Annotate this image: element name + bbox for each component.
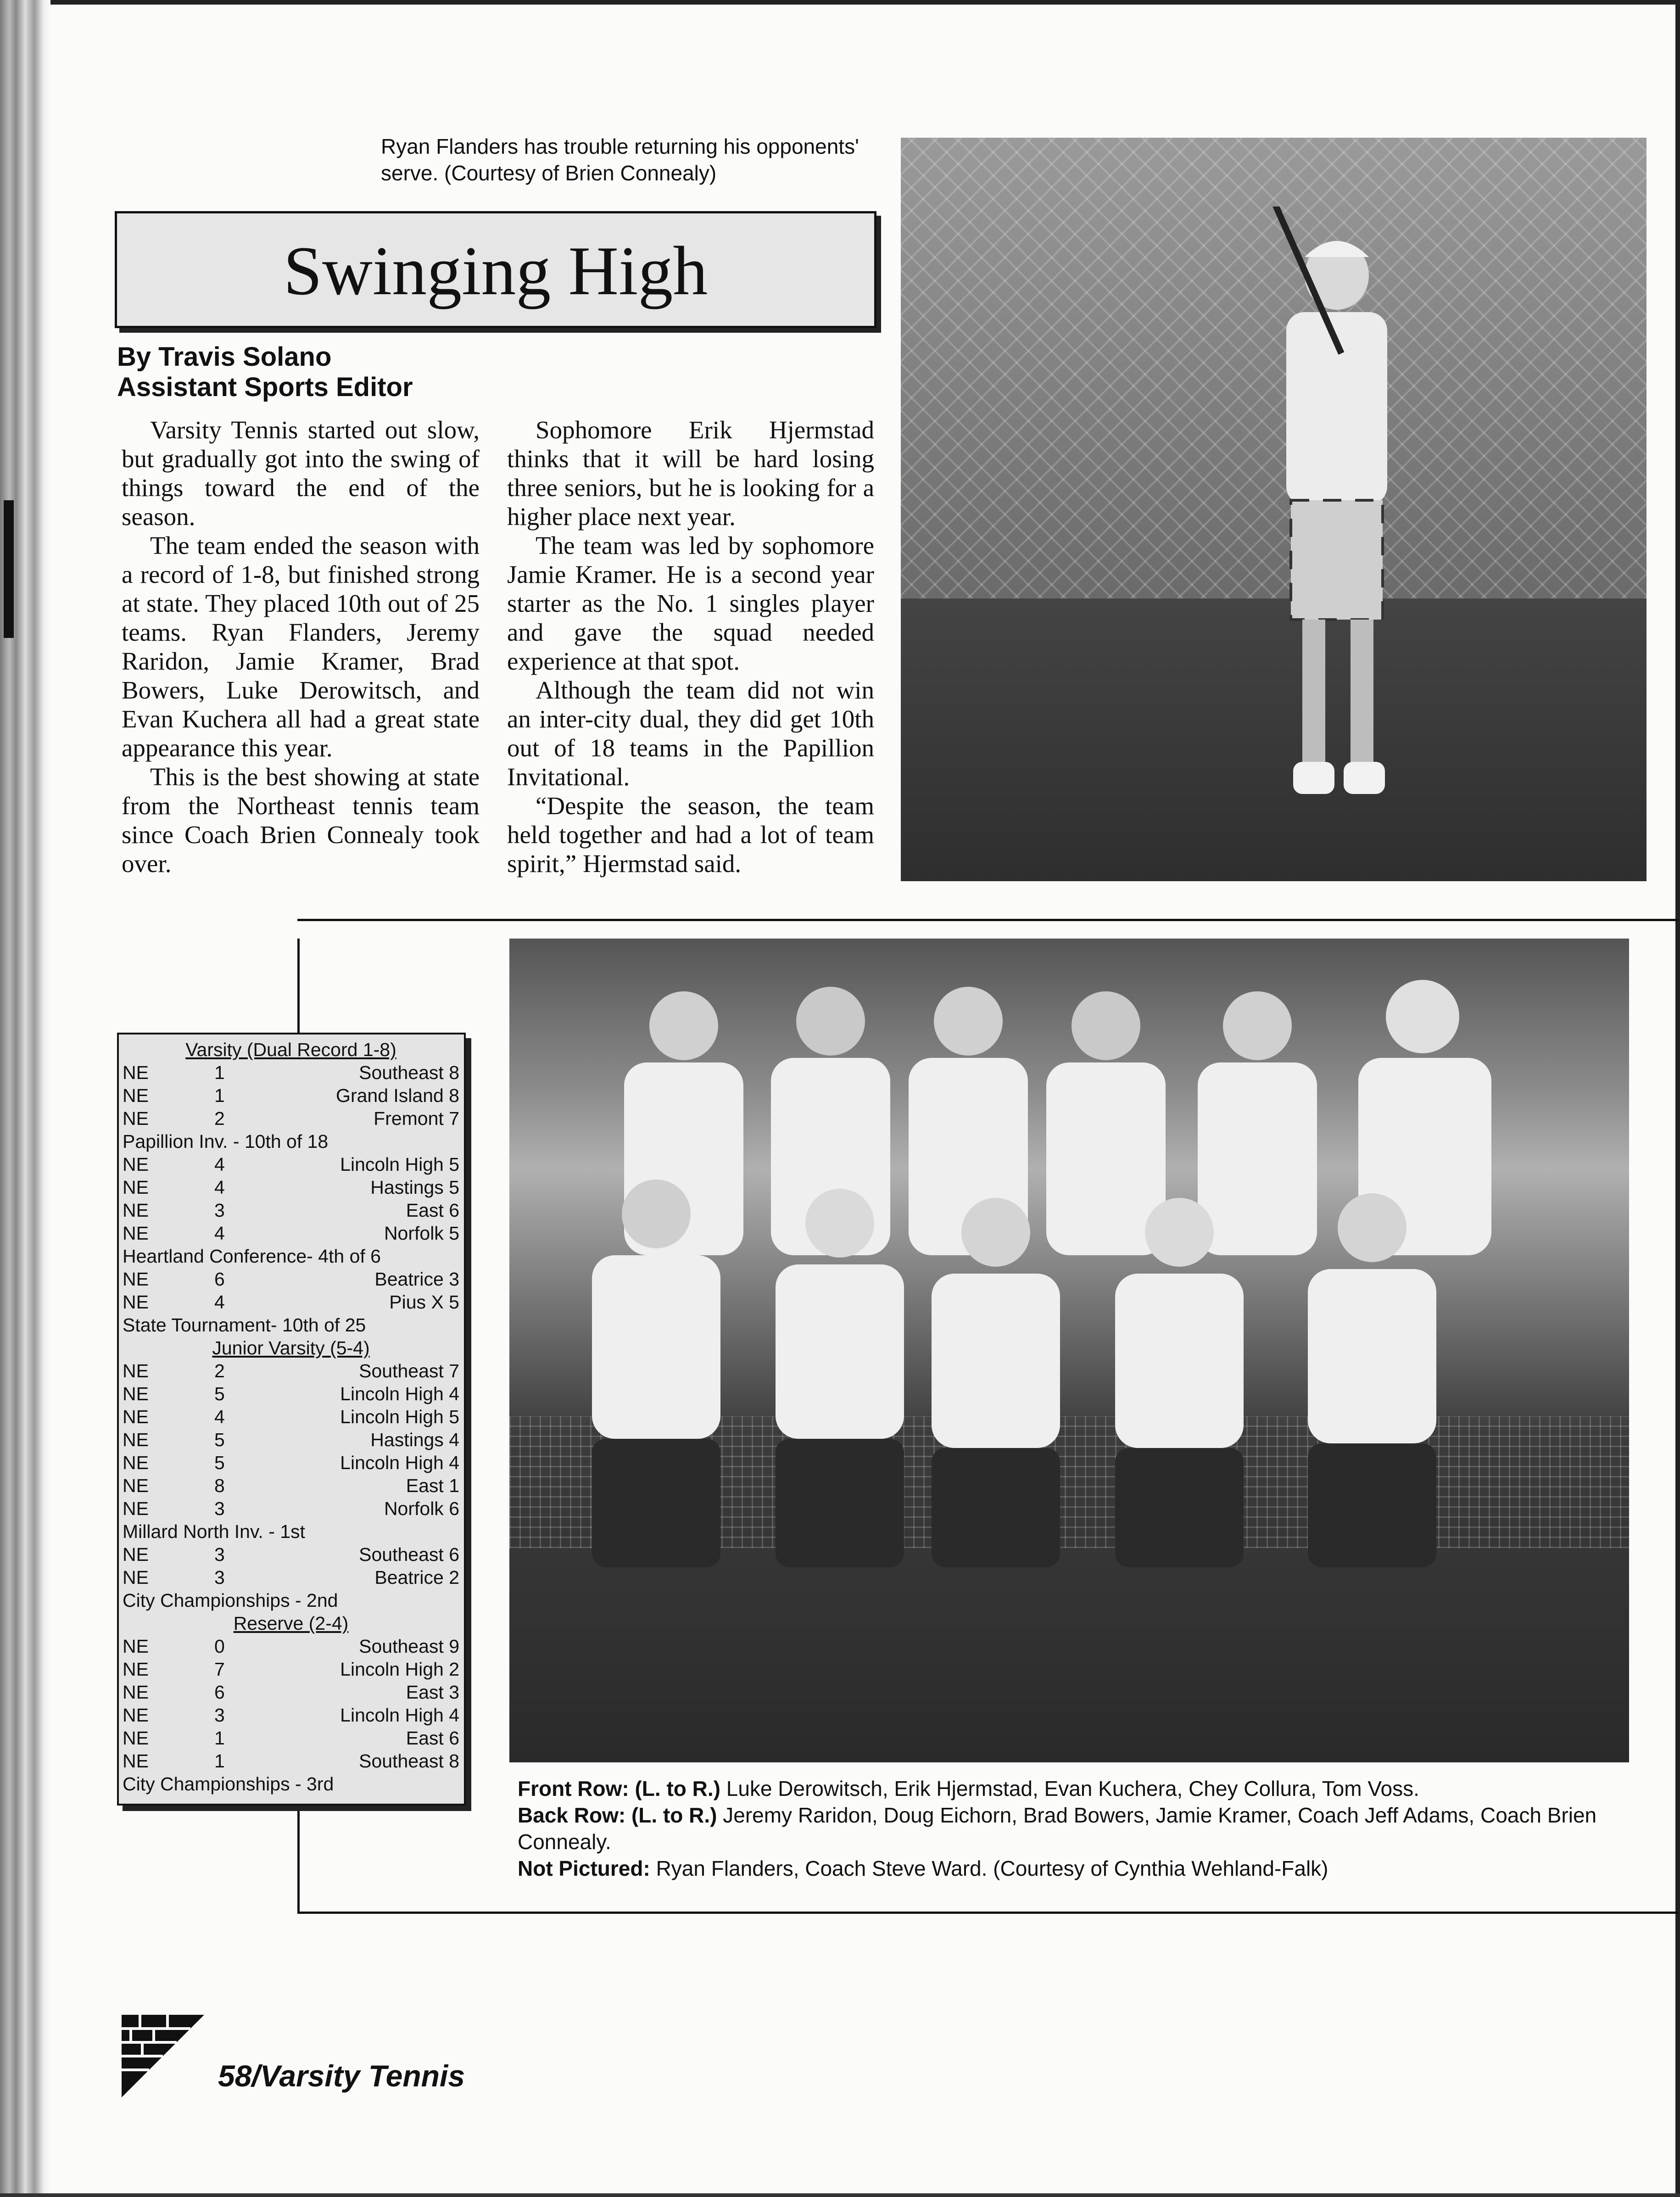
back-row-label: Back Row: (L. to R.) xyxy=(518,1803,717,1827)
match-row: NE 1 Southeast 8 xyxy=(123,1062,459,1083)
paragraph: The team was led by sophomore Jamie Kramer. He is a second year starter as the No. 1 singles player and gave the squad needed experience at that spot. xyxy=(507,531,874,675)
jv-heading: Junior Varsity (5-4) xyxy=(212,1337,370,1358)
match-row: NE 2 Fremont 7 xyxy=(123,1108,459,1129)
team-photo-caption xyxy=(518,1775,1633,1882)
not-pictured-names: Ryan Flanders, Coach Steve Ward. (Courtesy of Cynthia Wehland-Falk) xyxy=(656,1856,1328,1880)
frame-rule-top xyxy=(297,919,1679,921)
paragraph: The team ended the season with a record of 1-8, but finished strong at state. They placed 10th out of 25 teams. Ryan Flanders, Jeremy Raridon, Jamie Kramer, Brad Bowers, Luke Derowitsch, and Evan Kuchera all had a great state appearance this year. xyxy=(122,531,480,762)
match-row: NE 1 Grand Island 8 xyxy=(123,1085,459,1106)
front-row-label: Front Row: (L. to R.) xyxy=(518,1777,720,1800)
tournament-note: State Tournament- 10th of 25 xyxy=(123,1314,366,1336)
match-row: NE 4 Pius X 5 xyxy=(123,1291,459,1313)
page-border-bottom xyxy=(0,2193,1680,2197)
binding-tab xyxy=(4,500,14,638)
match-row: NE 2 Southeast 7 xyxy=(123,1360,459,1381)
match-row: NE 1 Southeast 8 xyxy=(123,1750,459,1772)
binding-edge xyxy=(0,0,50,2197)
match-row: NE 5 Lincoln High 4 xyxy=(123,1383,459,1404)
byline-name: By Travis Solano xyxy=(117,342,332,372)
article-column-2 xyxy=(507,415,874,878)
page-border-top xyxy=(50,0,1680,5)
match-row: NE 3 Lincoln High 4 xyxy=(123,1705,459,1726)
match-row: NE 3 Norfolk 6 xyxy=(123,1498,459,1519)
tournament-note: Papillion Inv. - 10th of 18 xyxy=(123,1131,329,1152)
player-figure xyxy=(1250,207,1424,826)
paragraph: “Despite the season, the team held together and had a lot of team spirit,” Hjermstad said. xyxy=(507,792,874,878)
match-row: NE 1 East 6 xyxy=(123,1727,459,1749)
photo-caption-top: Ryan Flanders has trouble returning his opponents' serve. (Courtesy of Brien Connealy) xyxy=(381,134,859,185)
byline xyxy=(117,342,530,403)
page-border-right xyxy=(1675,0,1680,2197)
match-row: NE 3 Southeast 6 xyxy=(123,1544,459,1565)
tournament-note: Heartland Conference- 4th of 6 xyxy=(123,1246,381,1267)
tennis-player-photo xyxy=(901,138,1647,881)
reserve-heading: Reserve (2-4) xyxy=(233,1613,349,1634)
varsity-heading: Varsity (Dual Record 1-8) xyxy=(185,1039,396,1060)
match-row: NE 4 Lincoln High 5 xyxy=(123,1154,459,1175)
frame-rule-bottom xyxy=(297,1912,1679,1914)
paragraph: This is the best showing at state from the Northeast tennis team since Coach Brien Connealy took over. xyxy=(122,763,480,878)
tournament-note: Millard North Inv. - 1st xyxy=(123,1521,305,1542)
paragraph: Sophomore Erik Hjermstad thinks that it will be hard losing three seniors, but he is looking for a higher place next year. xyxy=(507,416,874,531)
match-row: NE 4 Lincoln High 5 xyxy=(123,1406,459,1427)
match-row: NE 6 Beatrice 3 xyxy=(123,1269,459,1290)
match-row: NE 7 Lincoln High 2 xyxy=(123,1659,459,1680)
tournament-note: City Championships - 3rd xyxy=(123,1773,334,1794)
front-row-names: Luke Derowitsch, Erik Hjermstad, Evan Kuchera, Chey Collura, Tom Voss. xyxy=(726,1777,1419,1800)
paragraph: Varsity Tennis started out slow, but gradually got into the swing of things toward the end of the season. xyxy=(122,416,480,531)
match-row: NE 6 East 3 xyxy=(123,1682,459,1703)
tournament-note: City Championships - 2nd xyxy=(123,1590,338,1611)
brick-wall-icon xyxy=(122,2015,204,2097)
season-record-box xyxy=(117,1033,466,1806)
match-row: NE 3 East 6 xyxy=(123,1200,459,1221)
match-row: NE 5 Hastings 4 xyxy=(123,1429,459,1450)
headline-box xyxy=(115,211,876,328)
byline-title: Assistant Sports Editor xyxy=(117,372,413,402)
headline: Swinging High xyxy=(283,232,708,309)
match-row: NE 0 Southeast 9 xyxy=(123,1636,459,1657)
page-footer: 58/Varsity Tennis xyxy=(218,2059,465,2093)
match-row: NE 4 Hastings 5 xyxy=(123,1177,459,1198)
paragraph: Although the team did not win an inter-city dual, they did get 10th out of 18 teams in the Papillion Invitational. xyxy=(507,676,874,791)
team-photo xyxy=(509,939,1629,1762)
article-column-1 xyxy=(122,415,480,878)
not-pictured-label: Not Pictured: xyxy=(518,1856,650,1880)
match-row: NE 5 Lincoln High 4 xyxy=(123,1452,459,1473)
match-row: NE 3 Beatrice 2 xyxy=(123,1567,459,1588)
back-row-names: Jeremy Raridon, Doug Eichorn, Brad Bowers, Jamie Kramer, Coach Jeff Adams, Coach Brien Connealy. xyxy=(518,1803,1597,1854)
match-row: NE 8 East 1 xyxy=(123,1475,459,1496)
team-members xyxy=(509,939,1629,1762)
match-row: NE 4 Norfolk 5 xyxy=(123,1223,459,1244)
